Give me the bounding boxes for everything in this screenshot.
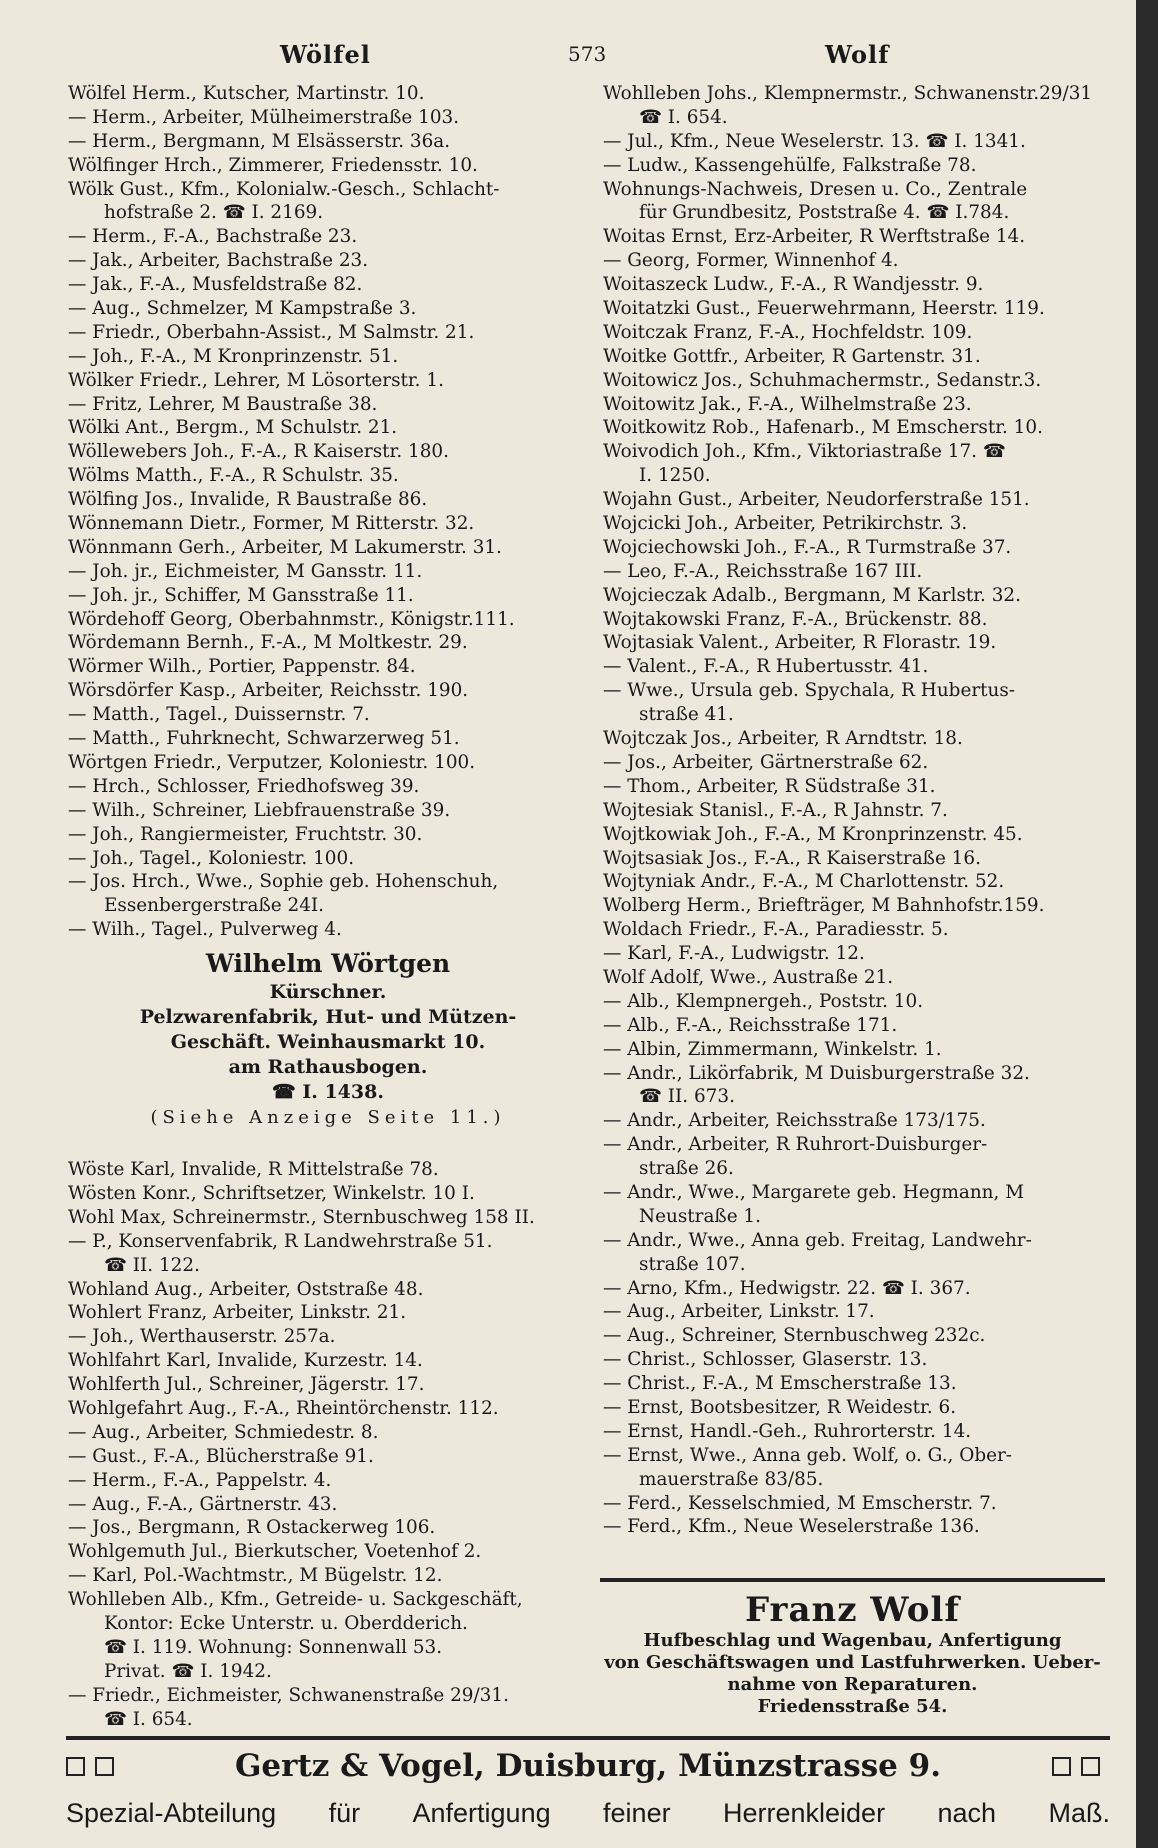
left-entries-2 <box>68 1158 588 1731</box>
directory-entry: — Jos. Hrch., Wwe., Sophie geb. Hohenschuh, <box>68 871 499 893</box>
directory-entry: — P., Konservenfabrik, R Landwehrstraße 51. <box>68 1230 493 1252</box>
directory-entry: — Aug., Arbeiter, Linkstr. 17. <box>603 1301 875 1323</box>
directory-entry: I. 1250. <box>639 465 711 487</box>
footer-word: feiner <box>603 1798 671 1828</box>
directory-entry: — Wwe., Ursula geb. Spychala, R Hubertus- <box>603 680 1016 702</box>
directory-entry: Wojciechowski Joh., F.-A., R Turmstraße 37. <box>603 536 1012 558</box>
footer-word: nach <box>937 1798 997 1828</box>
directory-entry: Wohlgefahrt Aug., F.-A., Rheintörchenstr. 112. <box>68 1397 499 1419</box>
directory-entry: Wölfinger Hrch., Zimmerer, Friedensstr. 10. <box>68 154 478 176</box>
directory-entry: — Aug., Arbeiter, Schmiedestr. 8. <box>68 1421 379 1443</box>
directory-entry: straße 41. <box>639 704 734 726</box>
directory-entry: Wördehoff Georg, Oberbahnmstr., Königstr.111. <box>68 608 515 630</box>
directory-entry: — Joh., Rangiermeister, Fruchtstr. 30. <box>68 823 423 845</box>
directory-entry: Woitowitz Jak., F.-A., Wilhelmstraße 23. <box>603 393 972 415</box>
directory-entry: Wördemann Bernh., F.-A., M Moltkestr. 29. <box>68 632 468 654</box>
directory-entry: Woldach Friedr., F.-A., Paradiesstr. 5. <box>603 919 949 941</box>
directory-entry: — Wilh., Tagel., Pulverweg 4. <box>68 919 342 941</box>
directory-entry: — Leo, F.-A., Reichsstraße 167 III. <box>603 560 923 582</box>
ad-wortgen-title: Wilhelm Wörtgen <box>205 949 451 979</box>
footer-ad-text: Gertz & Vogel, Duisburg, Münzstrasse 9. <box>234 1748 942 1784</box>
directory-entry: Wönnmann Gerh., Arbeiter, M Lakumerstr. 31. <box>68 536 502 558</box>
ad-wortgen-line2: Geschäft. Weinhausmarkt 10. <box>170 1031 486 1054</box>
directory-entry: Neustraße 1. <box>639 1205 761 1227</box>
directory-entry: — Matth., Tagel., Duissernstr. 7. <box>68 704 370 726</box>
directory-entry: — Hrch., Schlosser, Friedhofsweg 39. <box>68 775 420 797</box>
directory-entry: Woitke Gottfr., Arbeiter, R Gartenstr. 31. <box>603 345 981 367</box>
directory-entry: — Friedr., Oberbahn-Assist., M Salmstr. 21. <box>68 321 475 343</box>
directory-entry: — Herm., F.-A., Bachstraße 23. <box>68 226 358 248</box>
ad-wolf-title: Franz Wolf <box>745 1590 960 1630</box>
directory-entry: — Andr., Arbeiter, R Ruhrort-Duisburger- <box>603 1134 988 1156</box>
footer-divider <box>66 1736 1110 1740</box>
footer-word: Maß. <box>1048 1798 1110 1828</box>
directory-entry: Wojtczak Jos., Arbeiter, R Arndtstr. 18. <box>603 728 963 750</box>
directory-entry: — Valent., F.-A., R Hubertusstr. 41. <box>603 656 929 678</box>
footer-word: Anfertigung <box>412 1798 551 1828</box>
directory-entry: — Jak., F.-A., Musfeldstraße 82. <box>68 274 363 296</box>
directory-entry: — Joh., Werthauserstr. 257a. <box>68 1326 336 1348</box>
directory-entry: Woitatzki Gust., Feuerwehrmann, Heerstr. 119. <box>603 298 1045 320</box>
directory-entry: mauerstraße 83/85. <box>639 1468 824 1490</box>
directory-entry: — Herm., Bergmann, M Elsässerstr. 36a. <box>68 130 451 152</box>
ad-wortgen-line3: am Rathausbogen. <box>228 1056 428 1079</box>
directory-entry: Wölker Friedr., Lehrer, M Lösorterstr. 1. <box>68 369 444 391</box>
directory-entry: Wohlgemuth Jul., Bierkutscher, Voetenhof 2. <box>68 1541 482 1563</box>
directory-entry: — Friedr., Eichmeister, Schwanenstraße 29/31. <box>68 1684 509 1706</box>
directory-entry: — Andr., Wwe., Margarete geb. Hegmann, M <box>603 1181 1025 1203</box>
header-left: Wölfel <box>280 40 371 69</box>
directory-entry: — Ferd., Kesselschmied, M Emscherstr. 7. <box>603 1492 997 1514</box>
directory-entry: Wohlferth Jul., Schreiner, Jägerstr. 17. <box>68 1374 425 1396</box>
directory-entry: — Herm., F.-A., Pappelstr. 4. <box>68 1469 332 1491</box>
ad-wortgen-phone: ☎ I. 1438. <box>272 1081 384 1104</box>
directory-entry: Wojtesiak Stanisl., F.-A., R Jahnstr. 7. <box>603 799 948 821</box>
directory-entry: Wohlleben Johs., Klempnermstr., Schwanenstr.29/31 <box>603 83 1093 104</box>
directory-entry: — Joh., Tagel., Koloniestr. 100. <box>68 847 355 869</box>
directory-entry: Wösten Konr., Schriftsetzer, Winkelstr. 10 I. <box>68 1182 475 1204</box>
directory-entry: — Alb., Klempnergeh., Poststr. 10. <box>603 990 924 1012</box>
directory-entry: — Matth., Fuhrknecht, Schwarzerweg 51. <box>68 728 460 750</box>
directory-entry: ☎ II. 122. <box>104 1254 200 1276</box>
directory-entry: — Karl, Pol.-Wachtmstr., M Bügelstr. 12. <box>68 1565 443 1587</box>
header-right: Wolf <box>825 40 890 69</box>
directory-entry: — Joh. jr., Eichmeister, M Gansstr. 11. <box>68 560 423 582</box>
directory-entry: Wölfing Jos., Invalide, R Baustraße 86. <box>68 489 428 511</box>
directory-entry: Woitczak Franz, F.-A., Hochfeldstr. 109. <box>603 321 973 343</box>
directory-entry: Woivodich Joh., Kfm., Viktoriastraße 17. ☎ <box>603 441 1006 463</box>
directory-entry: Wohlfahrt Karl, Invalide, Kurzestr. 14. <box>68 1350 423 1372</box>
directory-entry: Wojtakowski Franz, F.-A., Brückenstr. 88. <box>603 608 988 630</box>
ad-wortgen-line1: Pelzwarenfabrik, Hut- und Mützen- <box>139 1006 517 1029</box>
directory-entry: Woitaszeck Ludw., F.-A., R Wandjesstr. 9. <box>603 274 984 296</box>
directory-entry: Wöste Karl, Invalide, R Mittelstraße 78. <box>68 1159 439 1181</box>
directory-entry: — Ernst, Handl.-Geh., Ruhrorterstr. 14. <box>603 1420 972 1442</box>
directory-entry: — Christ., Schlosser, Glaserstr. 13. <box>603 1349 928 1371</box>
directory-entry: — Christ., F.-A., M Emscherstraße 13. <box>603 1373 957 1395</box>
directory-entry: ☎ I. 654. <box>639 106 728 128</box>
directory-entry: straße 107. <box>639 1253 746 1275</box>
directory-entry: Wölms Matth., F.-A., R Schulstr. 35. <box>68 465 399 487</box>
ad-wolf-line3: nahme von Reparaturen. <box>727 1674 978 1695</box>
directory-entry: — Andr., Wwe., Anna geb. Freitag, Landwehr- <box>603 1229 1032 1251</box>
directory-entry: — Andr., Likörfabrik, M Duisburgerstraße 32. <box>603 1062 1030 1084</box>
directory-entry: — Albin, Zimmermann, Winkelstr. 1. <box>603 1038 942 1060</box>
directory-entry: Wohlert Franz, Arbeiter, Linkstr. 21. <box>68 1302 407 1324</box>
directory-entry: Privat. ☎ I. 1942. <box>104 1660 272 1682</box>
directory-entry: Woitowicz Jos., Schuhmachermstr., Sedanstr.3. <box>603 369 1042 391</box>
directory-entry: — Arno, Kfm., Hedwigstr. 22. ☎ I. 367. <box>603 1277 971 1299</box>
ad-wortgen <box>68 948 588 1130</box>
directory-entry: — Gust., F.-A., Blücherstraße 91. <box>68 1445 374 1467</box>
directory-entry: — Ernst, Bootsbesitzer, R Weidestr. 6. <box>603 1396 957 1418</box>
directory-entry: Essenbergerstraße 24I. <box>104 895 325 917</box>
directory-entry: Wölfel Herm., Kutscher, Martinstr. 10. <box>68 83 425 104</box>
directory-entry: — Karl, F.-A., Ludwigstr. 12. <box>603 943 865 965</box>
directory-entry: Wörmer Wilh., Portier, Pappenstr. 84. <box>68 656 416 678</box>
directory-entry: hofstraße 2. ☎ I. 2169. <box>104 202 324 224</box>
footer-word: für <box>328 1798 361 1828</box>
page-edge <box>1136 0 1158 1848</box>
directory-entry: — Ferd., Kfm., Neue Weselerstraße 136. <box>603 1516 980 1538</box>
ad-wolf-line2: von Geschäftswagen und Lastfuhrwerken. Ueber- <box>604 1652 1101 1673</box>
right-column <box>603 82 1108 1539</box>
footer-word: Herrenkleider <box>723 1798 886 1828</box>
ad-wortgen-subtitle: Kürschner. <box>269 981 387 1004</box>
directory-entry: Woitas Ernst, Erz-Arbeiter, R Werftstraße 14. <box>603 226 1026 248</box>
directory-entry: Wojtyniak Andr., F.-A., M Charlottenstr. 52. <box>603 871 1005 893</box>
ad-wolf <box>600 1590 1105 1718</box>
directory-entry: ☎ I. 119. Wohnung: Sonnenwall 53. <box>104 1636 443 1658</box>
page-header <box>0 34 1130 74</box>
footer-ad-line2 <box>66 1798 1110 1829</box>
directory-entry: Woitkowitz Rob., Hafenarb., M Emscherstr. 10. <box>603 417 1043 439</box>
directory-entry: Wörsdörfer Kasp., Arbeiter, Reichsstr. 190. <box>68 680 469 702</box>
left-entries <box>68 82 588 942</box>
directory-entry: — Jul., Kfm., Neue Weselerstr. 13. ☎ I. 1341. <box>603 130 1026 152</box>
directory-entry: — Aug., F.-A., Gärtnerstr. 43. <box>68 1493 338 1515</box>
directory-entry: — Alb., F.-A., Reichsstraße 171. <box>603 1014 898 1036</box>
directory-entry: Wojtsasiak Jos., F.-A., R Kaiserstraße 16. <box>603 847 981 869</box>
page-number: 573 <box>568 42 607 66</box>
directory-entry: — Herm., Arbeiter, Mülheimerstraße 103. <box>68 106 460 128</box>
directory-entry: Wohlleben Alb., Kfm., Getreide- u. Sackgeschäft, <box>68 1589 523 1611</box>
directory-entry: — Georg, Former, Winnenhof 4. <box>603 250 899 272</box>
ad-wolf-line1: Hufbeschlag und Wagenbau, Anfertigung <box>643 1630 1062 1651</box>
directory-entry: Wölki Ant., Bergm., M Schulstr. 21. <box>68 417 398 439</box>
directory-entry: straße 26. <box>639 1158 734 1180</box>
directory-entry: Wojcieczak Adalb., Bergmann, M Karlstr. 32. <box>603 584 1021 606</box>
square-icon-left <box>66 1748 124 1784</box>
spacer <box>68 1134 588 1158</box>
ad-wortgen-note: (Siehe Anzeige Seite 11.) <box>150 1107 506 1129</box>
directory-entry: — Jak., Arbeiter, Bachstraße 23. <box>68 250 369 272</box>
directory-entry: — Andr., Arbeiter, Reichsstraße 173/175. <box>603 1110 986 1132</box>
directory-entry: Kontor: Ecke Unterstr. u. Oberdderich. <box>104 1612 468 1634</box>
directory-entry: Wörtgen Friedr., Verputzer, Koloniestr. 100. <box>68 751 476 773</box>
directory-entry: — Jos., Bergmann, R Ostackerweg 106. <box>68 1517 436 1539</box>
directory-entry: Wohl Max, Schreinermstr., Sternbuschweg 158 II. <box>68 1206 535 1228</box>
footer-word: Spezial-Abteilung <box>66 1798 277 1828</box>
directory-entry: — Jos., Arbeiter, Gärtnerstraße 62. <box>603 751 929 773</box>
right-entries <box>603 82 1108 1539</box>
directory-entry: Wolf Adolf, Wwe., Austraße 21. <box>603 966 894 988</box>
directory-entry: Wohnungs-Nachweis, Dresen u. Co., Zentrale <box>603 178 1028 200</box>
directory-entry: — Aug., Schmelzer, M Kampstraße 3. <box>68 298 417 320</box>
directory-entry: — Wilh., Schreiner, Liebfrauenstraße 39. <box>68 799 451 821</box>
directory-entry: — Aug., Schreiner, Sternbuschweg 232c. <box>603 1325 986 1347</box>
footer-ad-line1 <box>66 1748 1110 1784</box>
directory-entry: Wöllewebers Joh., F.-A., R Kaiserstr. 180. <box>68 441 449 463</box>
directory-entry: — Ludw., Kassengehülfe, Falkstraße 78. <box>603 154 977 176</box>
directory-entry: Wolberg Herm., Briefträger, M Bahnhofstr.159. <box>603 895 1045 917</box>
left-column <box>68 82 588 1731</box>
directory-entry: — Joh. jr., Schiffer, M Gansstraße 11. <box>68 584 414 606</box>
square-icon-right <box>1052 1748 1110 1784</box>
directory-entry: Wojcicki Joh., Arbeiter, Petrikirchstr. 3. <box>603 513 968 535</box>
directory-entry: — Thom., Arbeiter, R Südstraße 31. <box>603 775 936 797</box>
directory-entry: Wölk Gust., Kfm., Kolonialw.-Gesch., Schlacht- <box>68 178 500 200</box>
directory-entry: — Fritz, Lehrer, M Baustraße 38. <box>68 393 378 415</box>
directory-entry: Wojahn Gust., Arbeiter, Neudorferstraße 151. <box>603 489 1030 511</box>
directory-entry: ☎ I. 654. <box>104 1708 193 1730</box>
directory-entry: für Grundbesitz, Poststraße 4. ☎ I.784. <box>639 202 1010 224</box>
directory-entry: ☎ II. 673. <box>639 1086 735 1108</box>
ad-divider <box>600 1578 1105 1582</box>
directory-entry: — Joh., F.-A., M Kronprinzenstr. 51. <box>68 345 399 367</box>
ad-wolf-line4: Friedensstraße 54. <box>757 1696 948 1717</box>
directory-entry: Wohland Aug., Arbeiter, Oststraße 48. <box>68 1278 424 1300</box>
directory-entry: Wönnemann Dietr., Former, M Ritterstr. 32. <box>68 513 475 535</box>
directory-entry: — Ernst, Wwe., Anna geb. Wolf, o. G., Ober- <box>603 1444 1012 1466</box>
directory-entry: Wojtkowiak Joh., F.-A., M Kronprinzenstr. 45. <box>603 823 1023 845</box>
directory-entry: Wojtasiak Valent., Arbeiter, R Florastr. 19. <box>603 632 997 654</box>
